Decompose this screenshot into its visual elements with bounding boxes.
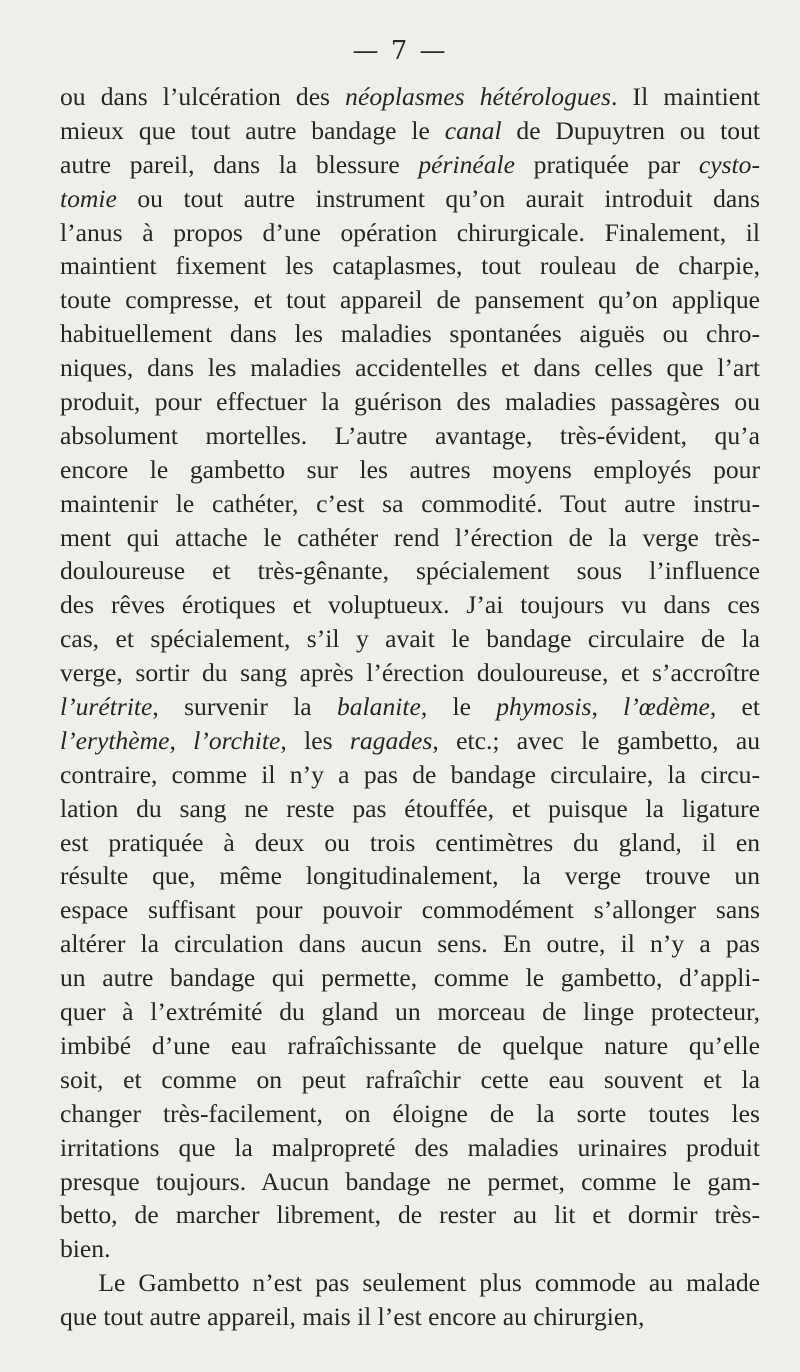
text-run: irritations que la malpropreté des maladies urinaires produit [60,1132,760,1162]
text-run: cas, et spécialement, s’il y avait le bandage circulaire de la [60,624,760,654]
text-line [60,554,760,588]
italic-term: l’orchite, [193,725,287,755]
italic-term: ragades [349,725,433,755]
text-line [60,927,760,961]
text-line [60,1232,760,1266]
paragraph-1 [60,80,760,1266]
italic-term: phymosis [496,692,592,722]
italic-term: cysto- [698,149,760,179]
text-line [60,758,760,792]
text-run: contraire, comme il n’y a pas de bandage circulaire, la circu- [60,759,760,789]
text-run: ou tout autre instrument qu’on aurait introduit dans [116,183,760,213]
text-line [60,249,760,283]
text-run: ou dans l’ulcération des [60,82,346,111]
text-line [60,80,760,114]
page-number: — 7 — [352,36,448,66]
text-run: , [591,692,624,722]
paragraph-2 [60,1266,760,1334]
text-line [60,893,760,927]
text-run: presque toujours. Aucun bandage ne permet, comme le gam- [60,1166,760,1196]
text-line [60,1165,760,1199]
text-run: . Il maintient [611,82,760,111]
text-run: , survenir la [152,692,337,722]
text-line [60,1131,760,1165]
text-line [60,1063,760,1097]
text-run: Le Gambetto n’est pas seulement plus commode au malade [60,1268,760,1298]
text-line [60,724,760,758]
text-run: produit, pour effectuer la guérison des maladies passagères ou [60,387,760,417]
text-line [60,1198,760,1232]
text-run: imbibé d’une eau rafraîchissante de quelque nature qu’elle [60,1030,760,1060]
text-run: douloureuse et très-gênante, spécialement sous l’influence [60,556,760,586]
text-run: bien. [60,1234,111,1264]
text-line [60,826,760,860]
text-run: pratiquée par [515,149,699,179]
text-run: lation du sang ne reste pas étouffée, et puisque la ligature [60,793,760,823]
text-run: , etc.; avec le gambetto, au [432,725,761,755]
text-run: , [169,725,194,755]
text-line [60,622,760,656]
text-run: encore le gambetto sur les autres moyens employés pour [60,454,760,484]
text-run: mieux que tout autre bandage le [60,115,445,145]
text-line [60,419,760,453]
text-line [60,588,760,622]
text-run: absolument mortelles. L’autre avantage, très-évident, qu’a [60,420,760,450]
text-run: betto, de marcher librement, de rester au lit et dormir très- [60,1200,760,1230]
text-run: toute compresse, et tout appareil de pansement qu’on applique [60,285,760,315]
text-run: est pratiquée à deux ou trois centimètres du gland, il en [60,827,760,857]
text-line [60,792,760,826]
text-run: altérer la circulation dans aucun sens. En outre, il n’y a pas [60,929,760,959]
italic-term: néoplasmes hétérologues [345,82,611,111]
text-line [60,283,760,317]
text-line [60,1266,760,1300]
text-run: espace suffisant pour pouvoir commodément s’allonger sans [60,895,760,925]
text-line [60,114,760,148]
text-line [60,859,760,893]
text-run: les [286,725,350,755]
text-run: maintenir le cathéter, c’est sa commodité. Tout autre instru- [60,488,760,518]
italic-term: périnéale [418,149,515,179]
italic-term: canal [444,115,502,145]
text-line [60,148,760,182]
text-line [60,1300,760,1334]
text-run: résulte que, même longitudinalement, la verge trouve un [60,861,760,891]
text-run: soit, et comme on peut rafraîchir cette eau souvent et la [60,1064,760,1094]
text-line [60,385,760,419]
italic-term: l’œdème [623,692,710,722]
text-line [60,521,760,555]
text-run: quer à l’extrémité du gland un morceau de linge protecteur, [60,997,760,1027]
text-line [60,182,760,216]
text-run: un autre bandage qui permette, comme le gambetto, d’appli- [60,963,760,993]
body-text [60,80,760,1334]
text-line [60,453,760,487]
text-line [60,317,760,351]
text-run: des rêves érotiques et voluptueux. J’ai toujours vu dans ces [60,590,760,620]
italic-term: tomie [60,183,117,213]
text-run: autre pareil, dans la blessure [60,149,419,179]
text-line [60,1029,760,1063]
text-run: l’anus à propos d’une opération chirurgicale. Finalement, il [60,217,760,247]
text-line [60,690,760,724]
italic-term: balanite [336,692,421,722]
text-run: habituellement dans les maladies spontanées aiguës ou chro- [60,319,760,349]
text-line [60,1097,760,1131]
text-run: de Dupuytren ou tout [501,115,760,145]
text-run: que tout autre appareil, mais il l’est encore au chirurgien, [60,1302,645,1332]
text-run: maintient fixement les cataplasmes, tout rouleau de charpie, [60,251,760,281]
text-line [60,351,760,385]
text-line [60,995,760,1029]
italic-term: l’urétrite [60,692,153,722]
text-line [60,216,760,250]
text-run: verge, sortir du sang après l’érection douloureuse, et s’accroître [60,658,760,688]
text-run: changer très-facilement, on éloigne de la sorte toutes les [60,1098,760,1128]
text-run: ment qui attache le cathéter rend l’érection de la verge très- [60,522,760,552]
text-run: , le [420,692,497,722]
text-line [60,487,760,521]
text-run: niques, dans les maladies accidentelles et dans celles que l’art [60,353,760,383]
text-run: , et [709,692,761,722]
text-line [60,961,760,995]
text-line [60,656,760,690]
italic-term: l’erythème [60,725,170,755]
